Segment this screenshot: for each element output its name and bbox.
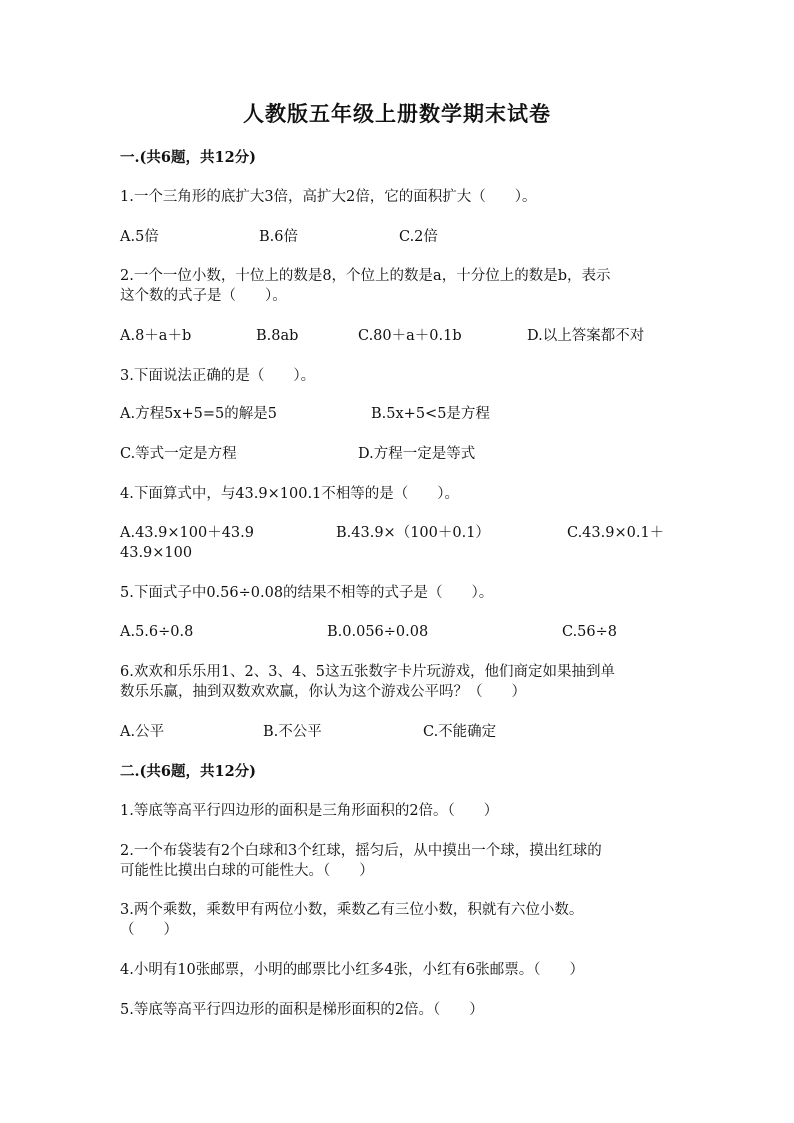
s2-question-3-line2: （ ） xyxy=(120,922,178,938)
section1-heading: 一.(共6题，共12分) xyxy=(120,149,257,166)
s2-question-1: 1.等底等高平行四边形的面积是三角形面积的2倍。（ ） xyxy=(120,803,499,819)
s2-question-2-line1: 2.一个布袋装有2个白球和3个红球，摇匀后，从中摸出一个球，摸出红球的 xyxy=(120,843,602,859)
s1-q1-option-b: B.6倍 xyxy=(259,229,298,245)
s1-q2-option-d: D.以上答案都不对 xyxy=(527,328,645,344)
s1-q1-option-c: C.2倍 xyxy=(399,229,438,245)
s1-q4-option-a: A.43.9×100＋43.9 xyxy=(120,525,254,541)
s1-q6-option-b: B.不公平 xyxy=(263,724,322,740)
s1-q6-option-c: C.不能确定 xyxy=(423,724,497,740)
s1-question-5: 5.下面式子中0.56÷0.08的结果不相等的式子是（ ）。 xyxy=(120,585,494,601)
s1-q2-option-b: B.8ab xyxy=(256,328,299,344)
s1-q5-option-b: B.0.056÷0.08 xyxy=(327,624,429,640)
s1-q3-option-c: C.等式一定是方程 xyxy=(120,446,237,462)
s1-q4-option-b: B.43.9×（100＋0.1） xyxy=(336,525,490,541)
s1-q5-option-c: C.56÷8 xyxy=(562,624,618,640)
s1-question-2-line2: 这个数的式子是（ ）。 xyxy=(120,288,287,304)
s1-q4-option-c-cont: 43.9×100 xyxy=(120,545,193,561)
s2-question-5: 5.等底等高平行四边形的面积是梯形面积的2倍。（ ） xyxy=(120,1002,484,1018)
s2-question-3-line1: 3.两个乘数，乘数甲有两位小数，乘数乙有三位小数，积就有六位小数。 xyxy=(120,902,584,918)
s1-q3-option-a: A.方程5x+5=5的解是5 xyxy=(120,406,277,422)
s1-question-1: 1.一个三角形的底扩大3倍，高扩大2倍，它的面积扩大（ ）。 xyxy=(120,189,537,205)
s1-q1-option-a: A.5倍 xyxy=(120,229,159,245)
page-title: 人教版五年级上册数学期末试卷 xyxy=(243,101,551,126)
s1-q3-option-d: D.方程一定是等式 xyxy=(358,446,476,462)
s2-question-2-line2: 可能性比摸出白球的可能性大。（ ） xyxy=(120,863,374,879)
section2-heading: 二.(共6题，共12分) xyxy=(120,763,257,780)
s1-q2-option-c: C.80＋a＋0.1b xyxy=(358,328,462,344)
s1-question-3: 3.下面说法正确的是（ ）。 xyxy=(120,368,316,384)
s1-question-6-line2: 数乐乐赢，抽到双数欢欢赢，你认为这个游戏公平吗？（ ） xyxy=(120,684,526,700)
s1-question-6-line1: 6.欢欢和乐乐用1、2、3、4、5这五张数字卡片玩游戏，他们商定如果抽到单 xyxy=(120,664,615,680)
s1-q4-option-c: C.43.9×0.1＋ xyxy=(567,525,665,541)
s1-q5-option-a: A.5.6÷0.8 xyxy=(120,624,194,640)
s1-q2-option-a: A.8＋a＋b xyxy=(120,328,192,344)
s1-question-4: 4.下面算式中，与43.9×100.1不相等的是（ ）。 xyxy=(120,486,460,502)
s1-q6-option-a: A.公平 xyxy=(120,724,165,740)
s2-question-4: 4.小明有10张邮票，小明的邮票比小红多4张，小红有6张邮票。（ ） xyxy=(120,962,584,978)
s1-q3-option-b: B.5x+5<5是方程 xyxy=(371,406,490,422)
s1-question-2-line1: 2.一个一位小数，十位上的数是8，个位上的数是a，十分位上的数是b，表示 xyxy=(120,268,611,284)
